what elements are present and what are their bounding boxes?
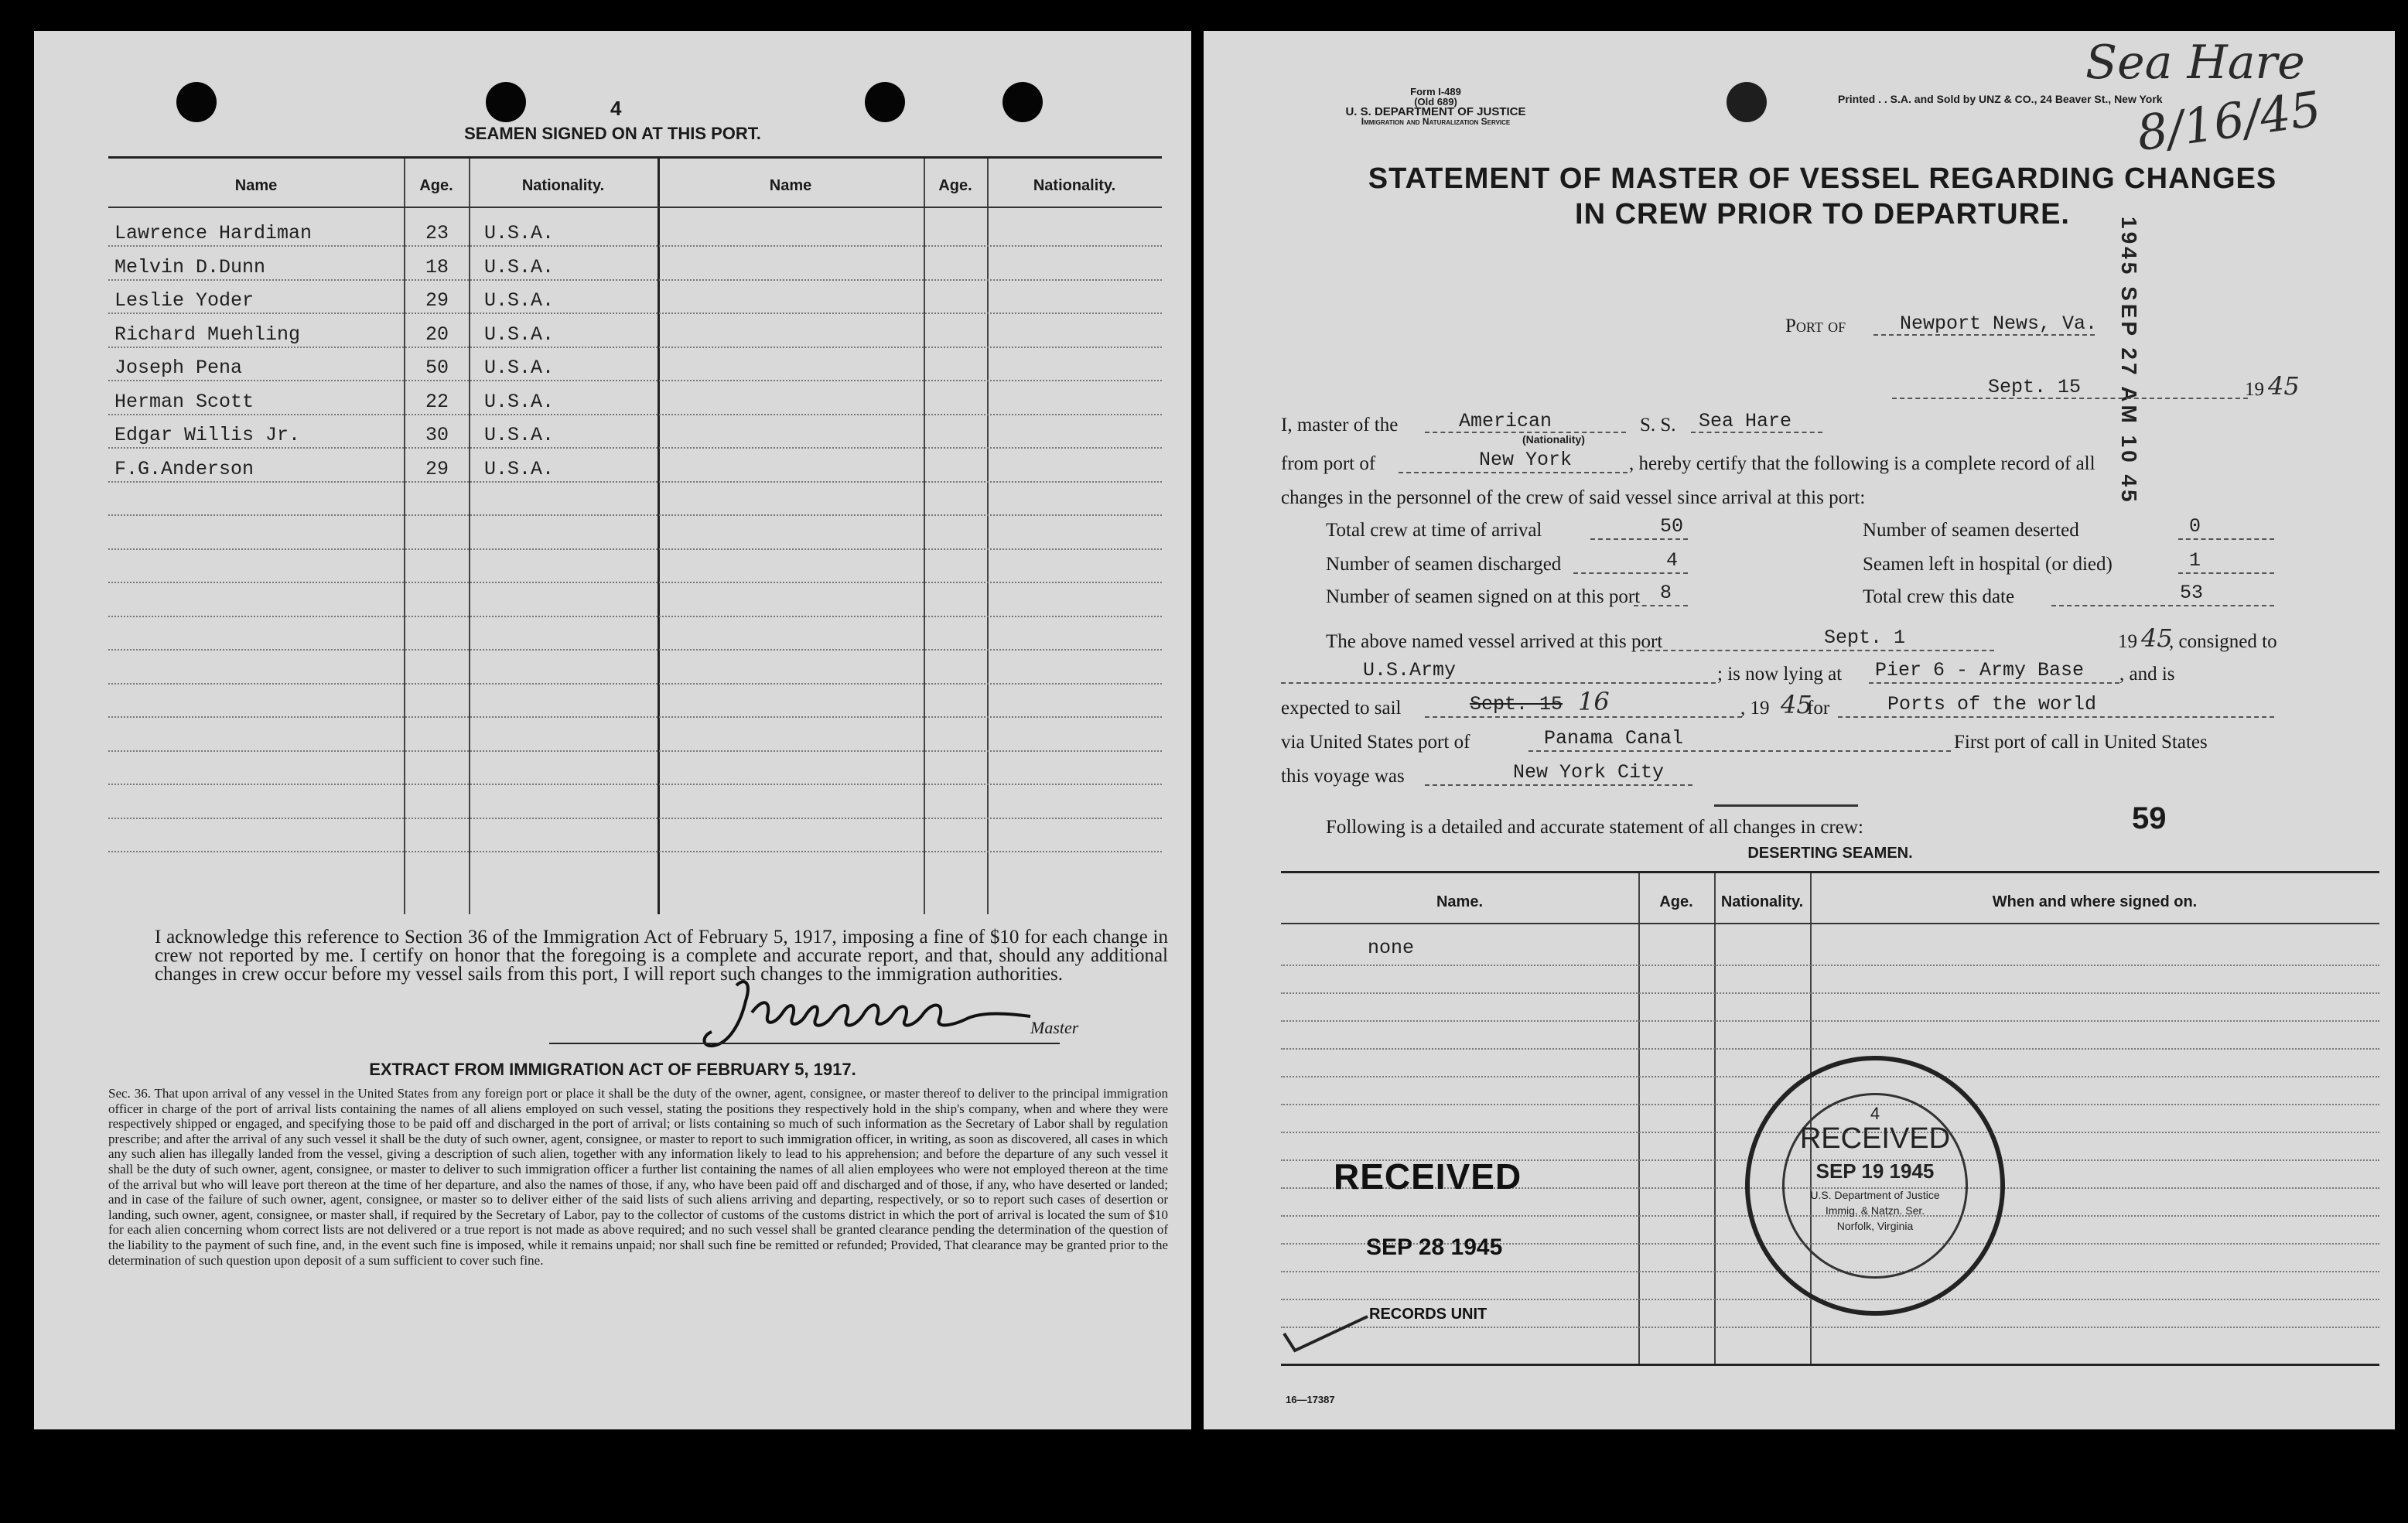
column-header-name: Name [769,177,812,194]
master-label: Master [1030,1018,1079,1037]
row-rule [1281,965,2379,966]
column-header-nationality: Nationality. [1033,177,1116,194]
ss-label: S. S. [1640,415,1676,435]
crew-age: 30 [425,424,449,446]
row-rule [1281,992,2379,994]
row-rule [108,481,1162,483]
row-rule [108,380,1162,381]
changes-text: changes in the personnel of the crew of said vessel since arrival at this port: [1281,487,1866,508]
deserting-entry: none [1368,937,1415,959]
deserted-label: Number of seamen deserted [1863,520,2079,541]
master-of-label: I, master of the [1281,415,1399,435]
certify-text: , hereby certify that the following is a complete record of all [1629,453,2095,474]
crew-age: 50 [425,357,449,379]
crew-nationality: U.S.A. [484,390,555,413]
fill-line [1590,538,1688,540]
faded-stamp [2201,209,2222,217]
header-rule [1281,923,2379,924]
stamp-line-3: Norfolk, Virginia [1836,1220,1914,1232]
for-label: for [1807,698,1830,719]
document-title-line-2: IN CREW PRIOR TO DEPARTURE. [1575,198,2070,230]
row-rule [1281,1327,2379,1328]
crew-nationality: U.S.A. [484,424,555,446]
document-title-line-1: STATEMENT OF MASTER OF VESSEL REGARDING CHANGES [1368,162,2277,195]
section-36-text: Sec. 36. That upon arrival of any vessel in the United States from any foreign port or place it shall be the duty of the owner, agent, consignee, or master thereof to deliver to the principal immigration officer in charge of the port of arrival lists containing the names of all aliens employed on such vessel, stating the positions they respectively hold in the ship's company, when and where they were respectively shipped or engaged, and specifying those to be paid off and discharged in the port of arrival; or lists containing so much of such information as the Secretary of Labor shall by regulation prescribe; and after the arrival of any such vessel it shall be the duty of such owner, agent, consignee, or master to report to such immigration officer, in writing, as soon as discovered, all cases in which any such alien has illegally landed from the vessel, giving a description of such alien, together with any information likely to lead to his apprehension; and before the departure of any such vessel it shall be the duty of such owner, agent, consignee, or master to deliver to such immigration officer a further list containing the names of all alien employees who were not employed thereon at the time of the arrival but who will leave port thereon at the time of her departure, and also the names of those, if any, who have been paid off and discharged and of those, if any, who have deserted or landed; and in case of the failure of such owner, agent, consignee, or master so to deliver either of the said lists of such aliens arriving and departing, respectively, or so to report such cases of desertion or landing, such owner, agent, consignee, or master shall, if required by the Secretary of Labor, pay to the collector of customs of the customs district in which the port of arrival is located the sum of $10 for each alien concerning whom correct lists are not delivered or a true report is not made as above required; and no such vessel shall be granted clearance pending the determination of the question of the liability to the payment of such fine, and, in the event such fine is imposed, while it remains unpaid; nor shall such fine be remitted or refunded; Provided, That clearance may be granted prior to the determination of such question upon deposit of a sum sufficient to cover such fine. [108,1086,1168,1268]
year-value: 45 [2268,371,2300,401]
row-rule [108,514,1162,516]
crew-name: Melvin D.Dunn [114,255,266,278]
column-divider [1638,873,1640,1364]
first-call-value: New York City [1513,761,1665,784]
row-rule [108,784,1162,785]
fill-line [1425,784,1692,786]
column-divider [404,159,405,914]
crew-age: 29 [425,457,449,480]
row-rule [108,818,1162,819]
column-header-age: Age. [938,177,972,194]
deserting-seamen-title: DESERTING SEAMEN. [1747,845,1913,862]
total-arrival-value: 50 [1660,515,1684,538]
column-header-age: Age. [1659,893,1693,910]
punch-hole [865,82,905,122]
stamp-line-2: Immig. & Natzn. Ser. [1825,1204,1925,1217]
arrived-year: 45 [2141,623,2173,653]
consignee-value: U.S.Army [1363,659,1457,681]
row-rule [108,683,1162,685]
discharged-value: 4 [1666,549,1679,572]
total-this-date-label: Total crew this date [1863,586,2015,607]
arrived-year-prefix: 19 [2118,631,2137,652]
received-circular-stamp [1745,1056,2005,1316]
left-page [34,31,1191,1429]
signed-on-value: 8 [1660,582,1672,604]
handwritten-date: 8/16/45 [2133,80,2324,162]
lying-at-value: Pier 6 - Army Base [1875,659,2085,681]
received-date-stamp: SEP 28 1945 [1366,1234,1503,1260]
vessel-name: Sea Hare [1699,410,1792,432]
stamp-date: SEP 19 1945 [1815,1159,1935,1183]
column-divider [924,159,925,914]
hospital-label: Seamen left in hospital (or died) [1863,554,2113,575]
row-rule [108,347,1162,348]
row-rule [108,279,1162,281]
fill-line [1399,472,1628,473]
handwritten-vessel-name: Sea Hare [2085,36,2305,90]
crew-nationality: U.S.A. [484,323,555,346]
column-header-age: Age. [419,177,453,194]
fill-line [2178,572,2274,574]
arrived-date: Sept. 1 [1824,627,1906,649]
crew-name: F.G.Anderson [114,457,254,480]
seamen-signed-on-table [108,156,1162,914]
row-rule [108,414,1162,415]
column-divider [987,159,989,914]
fill-line [1869,682,2119,684]
fill-line [1528,750,1951,752]
crew-nationality: U.S.A. [484,289,555,312]
date-time-stamp: 1945 SEP 27 AM 10 45 [2117,217,2141,505]
signed-on-label: Number of seamen signed on at this port [1326,586,1641,607]
total-this-date-value: 53 [2180,582,2204,604]
this-voyage-label: this voyage was [1281,766,1405,787]
form-header [1289,87,1583,127]
fill-line [2178,538,2274,540]
destination-value: Ports of the world [1887,693,2097,715]
from-port-value: New York [1479,449,1573,471]
document-title [1281,161,2364,232]
port-value: Newport News, Va. [1900,312,2098,335]
crew-name: Leslie Yoder [114,289,254,312]
column-header-signed-on: When and where signed on. [1992,893,2198,910]
lying-label: ; is now lying at [1717,664,1843,685]
stamp-number: 4 [1870,1104,1880,1123]
port-label: Port of [1785,316,1846,336]
arrived-label: The above named vessel arrived at this port [1326,631,1663,652]
punch-hole [1002,82,1043,122]
deserted-value: 0 [2189,515,2201,538]
fill-line [1425,716,1742,718]
from-port-label: from port of [1281,453,1376,474]
and-is-label: , and is [2119,664,2175,685]
row-rule [108,649,1162,651]
row-rule [108,548,1162,550]
form-number: Form I-489 [1410,86,1461,97]
punch-hole [1727,82,1767,122]
row-rule [108,851,1162,852]
extract-title: EXTRACT FROM IMMIGRATION ACT OF FEBRUARY 5, 1917. [369,1060,856,1079]
row-rule [108,616,1162,617]
column-divider [1714,873,1716,1364]
received-stamp: RECEIVED [1334,1156,1522,1197]
crew-nationality: U.S.A. [484,357,555,379]
discharged-label: Number of seamen discharged [1326,554,1562,575]
crew-age: 22 [425,390,449,413]
service-name: Immigration and Naturalization Service [1361,116,1511,127]
crew-name: Herman Scott [114,390,254,413]
printer-credit: Printed . . S.A. and Sold by UNZ & CO., 24 Beaver St., New York [1838,93,2163,105]
row-rule [108,312,1162,314]
crew-age: 23 [425,222,449,244]
via-port-value: Panama Canal [1544,727,1684,750]
nationality-value: American [1459,410,1552,432]
crew-name: Edgar Willis Jr. [114,424,301,446]
department-name: U. S. DEPARTMENT OF JUSTICE [1345,105,1526,118]
crew-name: Richard Muehling [114,323,301,346]
fill-line [1634,605,1688,606]
fill-line [1838,716,2274,718]
column-divider [658,159,660,914]
row-rule [108,245,1162,247]
first-call-label: First port of call in United States [1954,732,2208,753]
hospital-value: 1 [2189,549,2201,572]
master-signature [698,970,1061,1059]
records-unit-stamp: RECORDS UNIT [1369,1306,1487,1323]
crew-nationality: U.S.A. [484,222,555,244]
row-rule [1281,1020,2379,1022]
form-old-number: (Old 689) [1414,96,1457,108]
fill-line [2051,605,2274,606]
column-header-name: Name. [1436,893,1484,910]
fill-line [1573,572,1688,574]
year-prefix: 19 [2245,379,2264,400]
check-mark [1281,1310,1374,1361]
via-label: via United States port of [1281,732,1470,753]
separator-rule [1714,804,1858,807]
crew-age: 20 [425,323,449,346]
row-rule [1281,1048,2379,1050]
row-rule [108,447,1162,449]
row-rule [108,750,1162,752]
crew-age: 29 [425,289,449,312]
total-arrival-label: Total crew at time of arrival [1326,520,1542,541]
row-rule [108,716,1162,718]
footer-form-number: 16—17387 [1286,1394,1335,1405]
column-header-nationality: Nationality. [1720,893,1804,910]
fill-line [1281,682,1716,684]
row-rule [108,582,1162,583]
signature-line [549,1043,1060,1044]
crew-nationality: U.S.A. [484,255,555,278]
punch-hole [486,82,526,122]
sheet-number: 59 [2132,801,2167,835]
punch-hole [176,82,217,122]
fill-line [1640,650,1994,651]
consigned-label: , consigned to [2169,631,2277,652]
crew-nationality: U.S.A. [484,457,555,480]
stamp-line-1: U.S. Department of Justice [1810,1189,1940,1201]
seamen-signed-on-title: SEAMEN SIGNED ON AT THIS PORT. [464,124,761,143]
expected-sail-label: expected to sail [1281,698,1402,719]
stamp-received: RECEIVED [1799,1122,1951,1155]
column-header-nationality: Nationality. [521,177,605,194]
column-header-name: Name [234,177,278,194]
acknowledgement-text: I acknowledge this reference to Section 36 of the Immigration Act of February 5, 1917, imposing a fine of $10 for each change in crew not reported by me. I certify on honor that the foregoing is a complete and accurate report, and that, should any additional changes in crew occur before my vessel sails from this port, I will report such changes to the immigration authorities. [155,927,1168,985]
page-number: 4 [610,97,622,120]
date-value: Sept. 15 [1988,376,2082,398]
expected-sail-correction: 16 [1578,687,1610,716]
header-rule [108,207,1162,208]
column-divider [469,159,470,914]
expected-sail-struck: Sept. 15 [1470,693,1563,715]
sail-year-prefix: , 19 [1740,698,1770,719]
right-page [1204,31,2395,1429]
sail-year: 45 [1781,690,1812,719]
crew-age: 18 [425,255,449,278]
crew-name: Lawrence Hardiman [114,222,313,244]
following-text: Following is a detailed and accurate statement of all changes in crew: [1326,817,1863,838]
nationality-caption: (Nationality) [1522,433,1585,446]
crew-name: Joseph Pena [114,357,243,379]
